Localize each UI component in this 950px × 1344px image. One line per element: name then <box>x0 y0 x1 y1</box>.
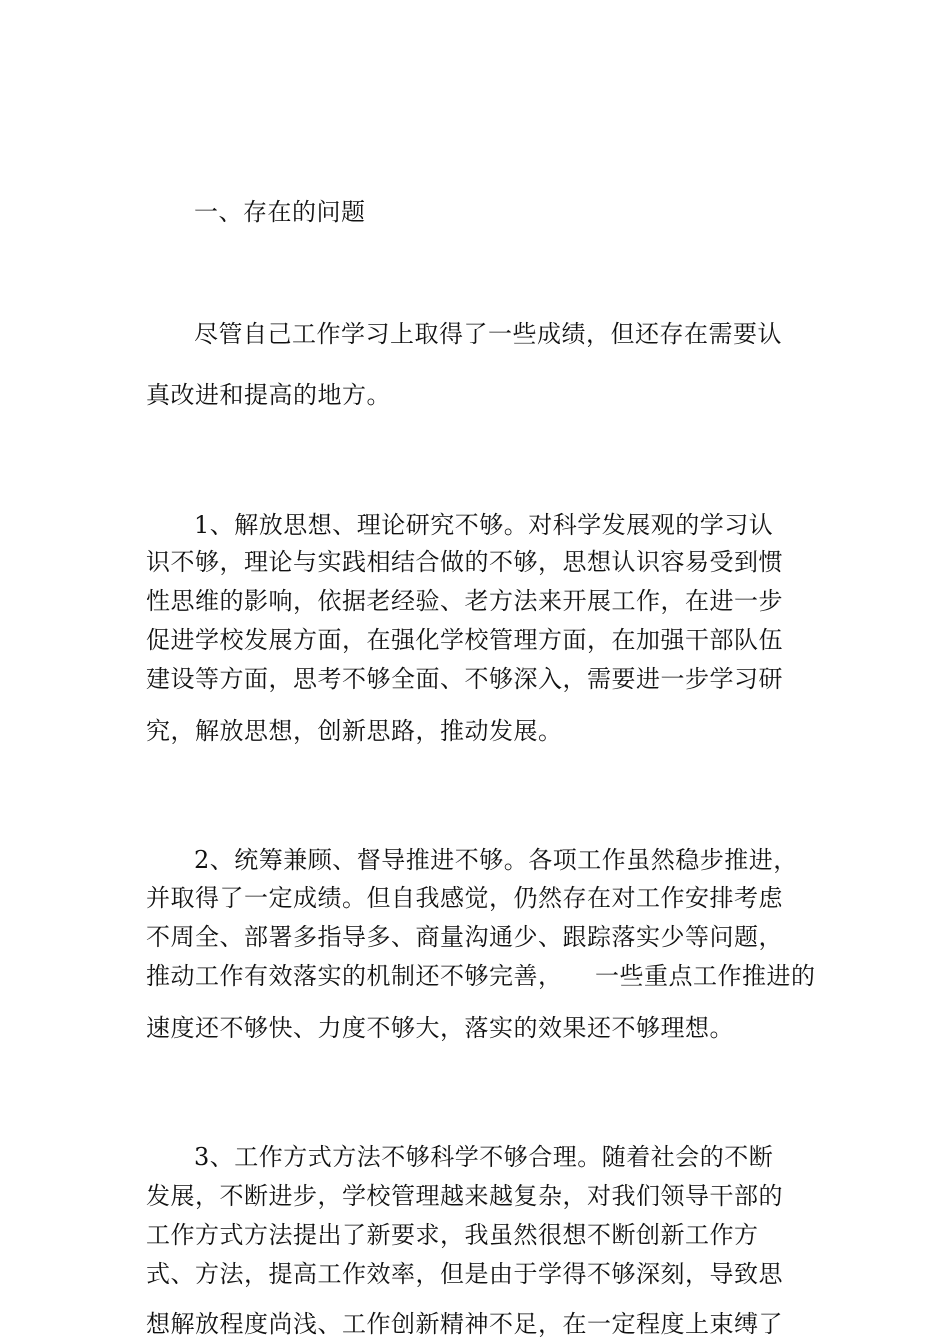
item-1-line-3: 性思维的影响，依据老经验、老方法来开展工作，在进一步 <box>146 587 783 615</box>
item-3-line-3: 工作方式方法提出了新要求，我虽然很想不断创新工作方 <box>146 1221 759 1249</box>
item-2-line-3: 不周全、部署多指导多、商量沟通少、跟踪落实少等问题， <box>146 923 783 951</box>
intro-line-1: 尽管自己工作学习上取得了一些成绩，但还存在需要认 <box>194 320 782 348</box>
item-1-line-5: 建设等方面，思考不够全面、不够深入，需要进一步学习研 <box>146 665 783 693</box>
item-3-line-2: 发展，不断进步，学校管理越来越复杂，对我们领导干部的 <box>146 1182 783 1210</box>
section-heading: 一、存在的问题 <box>194 198 366 226</box>
item-1-line-2: 识不够，理论与实践相结合做的不够，思想认识容易受到惯 <box>146 548 783 576</box>
item-2-line-4: 推动工作有效落实的机制还不够完善， 一些重点工作推进的 <box>146 962 816 990</box>
item-3-line-5: 想解放程度尚浅、工作创新精神不足，在一定程度上束缚了 <box>146 1310 783 1338</box>
item-1-line-1: 1、解放思想、理论研究不够。对科学发展观的学习认 <box>194 511 774 539</box>
item-1-line-6: 究，解放思想，创新思路，推动发展。 <box>146 717 563 745</box>
item-3-line-4: 式、方法，提高工作效率，但是由于学得不够深刻，导致思 <box>146 1260 783 1288</box>
intro-line-2: 真改进和提高的地方。 <box>146 381 391 409</box>
item-2-line-5: 速度还不够快、力度不够大，落实的效果还不够理想。 <box>146 1014 734 1042</box>
item-2-line-2: 并取得了一定成绩。但自我感觉，仍然存在对工作安排考虑 <box>146 884 783 912</box>
item-2-line-1: 2、统筹兼顾、督导推进不够。各项工作虽然稳步推进， <box>194 846 798 874</box>
item-1-line-4: 促进学校发展方面，在强化学校管理方面，在加强干部队伍 <box>146 626 783 654</box>
item-3-line-1: 3、工作方式方法不够科学不够合理。随着社会的不断 <box>194 1143 774 1171</box>
